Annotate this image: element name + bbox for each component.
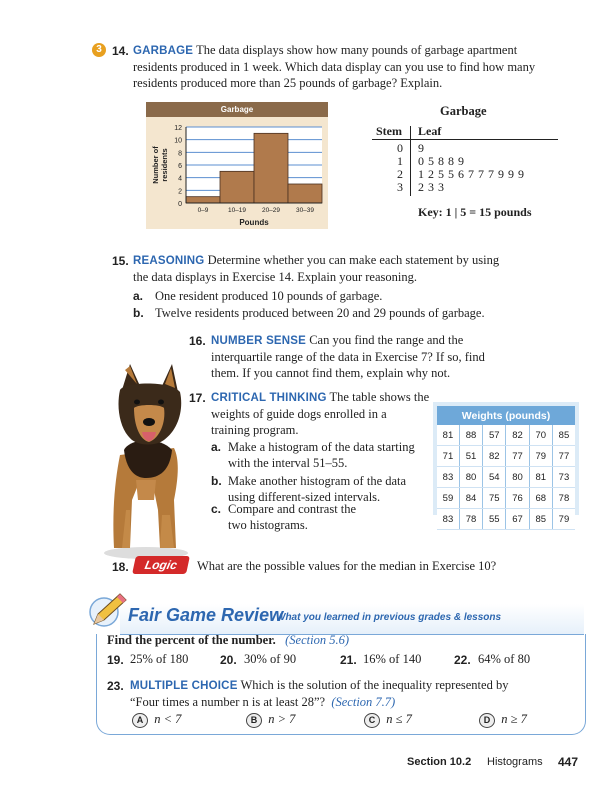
stem-value: 2 (397, 167, 403, 181)
fair-game-instruction (107, 632, 349, 648)
y-tick-label: 10 (174, 137, 182, 145)
stem-value: 1 (397, 154, 403, 168)
choice-d-letter: D (479, 713, 495, 728)
choice-d[interactable] (479, 711, 527, 728)
bar (186, 197, 220, 203)
exercise-15-number: 15. (112, 254, 129, 268)
table-cell: 85 (552, 425, 575, 446)
y-tick-label: 12 (174, 125, 182, 132)
item-23-keyword: MULTIPLE CHOICE (130, 680, 238, 692)
item-19-text: 25% of 180 (130, 652, 189, 666)
exercise-17a-line2: with the interval 51–55. (228, 456, 348, 470)
choice-c[interactable] (364, 711, 412, 728)
table-row (437, 467, 575, 488)
item-23-number: 23. (107, 679, 124, 693)
table-cell: 78 (459, 509, 482, 530)
stem-leaf-row (372, 141, 572, 154)
stem-value: 0 (397, 141, 403, 155)
exercise-18-text: What are the possible values for the median in Exercise 10? (197, 559, 497, 573)
table-cell: 82 (506, 425, 529, 446)
exercise-17-line2: weights of guide dogs enrolled in a (211, 407, 387, 421)
exercise-18-number: 18. (112, 560, 129, 574)
level-badge: 3 (92, 43, 106, 57)
y-tick-label: 0 (178, 201, 182, 208)
y-tick-label: 4 (178, 175, 182, 183)
choice-a-letter: A (132, 713, 148, 728)
choice-a[interactable] (132, 711, 181, 728)
x-tick-label: 0–9 (197, 207, 209, 214)
table-cell: 81 (437, 425, 459, 446)
exercise-17c-label: c. (211, 502, 222, 516)
exercise-17a-line1: Make a histogram of the data starting (228, 440, 415, 454)
exercise-14-line1: The data displays show how many pounds of garbage apartment (196, 43, 518, 57)
table-cell: 78 (552, 488, 575, 509)
table-cell: 81 (529, 467, 552, 488)
table-cell: 70 (529, 425, 552, 446)
footer-page-number: 447 (558, 755, 579, 769)
exercise-17c-text (228, 501, 356, 533)
table-cell: 82 (483, 446, 506, 467)
bar (288, 184, 322, 203)
choice-b[interactable] (246, 711, 295, 728)
exercise-17b-label: b. (211, 474, 222, 488)
table-cell: 77 (552, 446, 575, 467)
exercise-14-text (133, 42, 573, 91)
table-cell: 88 (459, 425, 482, 446)
item-20-text: 30% of 90 (244, 652, 297, 666)
table-cell: 75 (483, 488, 506, 509)
exercise-15-text (133, 252, 573, 285)
choice-c-text: n ≤ 7 (386, 712, 412, 726)
leaf-values: 0 5 8 8 9 (418, 154, 465, 168)
y-tick-label: 2 (178, 188, 182, 196)
leaf-values: 9 (418, 141, 425, 155)
table-cell: 79 (552, 509, 575, 530)
table-row (437, 488, 575, 509)
exercise-14-line2: residents produced in 1 week. Which data display can you use to find how many (133, 60, 536, 74)
table-cell: 68 (529, 488, 552, 509)
exercise-17b-line2: using different-sized intervals. (228, 490, 381, 504)
item-22-number: 22. (454, 653, 471, 667)
leaf-values: 1 2 5 5 6 7 7 7 9 9 9 (418, 167, 525, 181)
exercise-15a-label: a. (133, 289, 144, 303)
item-23-line1: Which is the solution of the inequality represented by (240, 678, 509, 692)
footer-topic: Histograms (487, 756, 543, 768)
footer-section: Section 10.2 (407, 756, 472, 768)
bar (220, 171, 254, 203)
table-cell: 80 (506, 467, 529, 488)
item-21-number: 21. (340, 653, 357, 667)
x-tick-label: 10–19 (227, 207, 247, 214)
stem-leaf-row (372, 154, 572, 167)
exercise-16-keyword: NUMBER SENSE (211, 335, 307, 347)
fair-game-title: Fair Game Review (128, 605, 284, 625)
item-19-number: 19. (107, 653, 124, 667)
stem-value: 3 (397, 180, 403, 194)
table-cell: 67 (506, 509, 529, 530)
exercise-15-line2: the data displays in Exercise 14. Explain your reasoning. (133, 270, 417, 284)
exercise-15b-label: b. (133, 306, 144, 320)
exercise-17-line1: The table shows the (329, 390, 430, 404)
exercise-16-text (211, 332, 581, 381)
exercise-14-keyword: GARBAGE (133, 45, 194, 57)
table-cell: 85 (529, 509, 552, 530)
table-cell: 79 (529, 446, 552, 467)
exercise-16-line1: Can you find the range and the (309, 333, 464, 347)
exercise-16-line2: interquartile range of the data in Exercise 7? If so, find (211, 350, 485, 364)
exercise-14-number: 14. (112, 44, 129, 58)
bar (254, 133, 288, 203)
item-21-text: 16% of 140 (363, 652, 422, 666)
table-cell: 84 (459, 488, 482, 509)
logic-badge: Logic (132, 556, 190, 574)
stem-leaf-header-rule (372, 139, 558, 140)
weights-table (437, 406, 575, 530)
table-cell: 77 (506, 446, 529, 467)
choice-d-text: n ≥ 7 (501, 712, 527, 726)
item-23-line2: “Four times a number n is at least 28”? (130, 695, 326, 709)
stem-leaf-row (372, 167, 572, 180)
stem-leaf-row (372, 180, 572, 193)
choice-b-text: n > 7 (268, 712, 296, 726)
table-cell: 73 (552, 467, 575, 488)
exercise-16-line3: them. If you cannot find them, explain why not. (211, 366, 451, 380)
exercise-15b-text: Twelve residents produced between 20 and 29 pounds of garbage. (155, 306, 485, 320)
exercise-15a-text: One resident produced 10 pounds of garbage. (155, 289, 383, 303)
exercise-17-line3: training program. (211, 423, 299, 437)
table-cell: 59 (437, 488, 459, 509)
garbage-histogram (146, 117, 328, 229)
exercise-17-text (211, 389, 431, 438)
item-23-text (130, 677, 570, 710)
table-cell: 57 (483, 425, 506, 446)
x-tick-label: 20–29 (261, 207, 281, 214)
exercise-17a-label: a. (211, 440, 222, 454)
fair-game-subtitle: What you learned in previous grades & lessons (276, 612, 502, 623)
table-cell: 83 (437, 467, 459, 488)
histogram-title: Garbage (146, 102, 328, 117)
exercise-15-keyword: REASONING (133, 255, 205, 267)
exercise-15-line1: Determine whether you can make each statement by using (207, 253, 500, 267)
exercise-16-number: 16. (189, 334, 206, 348)
weights-table-title: Weights (pounds) (437, 406, 575, 425)
x-tick-label: 30–39 (295, 207, 315, 214)
table-row (437, 446, 575, 467)
fair-game-instruction-text: Find the percent of the number. (107, 633, 276, 647)
y-tick-label: 8 (178, 150, 182, 158)
choice-a-text: n < 7 (154, 712, 182, 726)
table-cell: 76 (506, 488, 529, 509)
table-cell: 54 (483, 467, 506, 488)
table-row (437, 425, 575, 446)
table-row (437, 509, 575, 530)
item-22-text: 64% of 80 (478, 652, 531, 666)
exercise-14-line3: residents produced more than 25 pounds of garbage? Explain. (133, 76, 443, 90)
table-cell: 80 (459, 467, 482, 488)
table-cell: 55 (483, 509, 506, 530)
stem-leaf-title: Garbage (440, 104, 487, 118)
leaf-values: 2 3 3 (418, 180, 445, 194)
x-axis-label: Pounds (239, 218, 269, 227)
stem-leaf-key: Key: 1 | 5 = 15 pounds (418, 205, 532, 219)
item-23-ref: (Section 7.7) (331, 695, 396, 709)
item-20-number: 20. (220, 653, 237, 667)
fair-game-instruction-ref: (Section 5.6) (285, 633, 349, 647)
exercise-17-keyword: CRITICAL THINKING (211, 392, 327, 404)
exercise-17a-text (228, 439, 415, 471)
table-cell: 83 (437, 509, 459, 530)
table-cell: 71 (437, 446, 459, 467)
exercise-17b-line1: Make another histogram of the data (228, 474, 407, 488)
exercise-17c-line1: Compare and contrast the (228, 502, 357, 516)
pencil-icon (86, 590, 130, 634)
exercise-17-number: 17. (189, 391, 206, 405)
y-tick-label: 6 (178, 163, 182, 170)
choice-c-letter: C (364, 713, 380, 728)
german-shepherd-dog-image (100, 360, 192, 560)
leaf-header: Leaf (418, 124, 442, 138)
y-axis-label: Number ofresidents (151, 146, 169, 184)
stem-header: Stem (376, 124, 402, 138)
table-cell: 51 (459, 446, 482, 467)
choice-b-letter: B (246, 713, 262, 728)
exercise-17c-line2: two histograms. (228, 518, 308, 532)
